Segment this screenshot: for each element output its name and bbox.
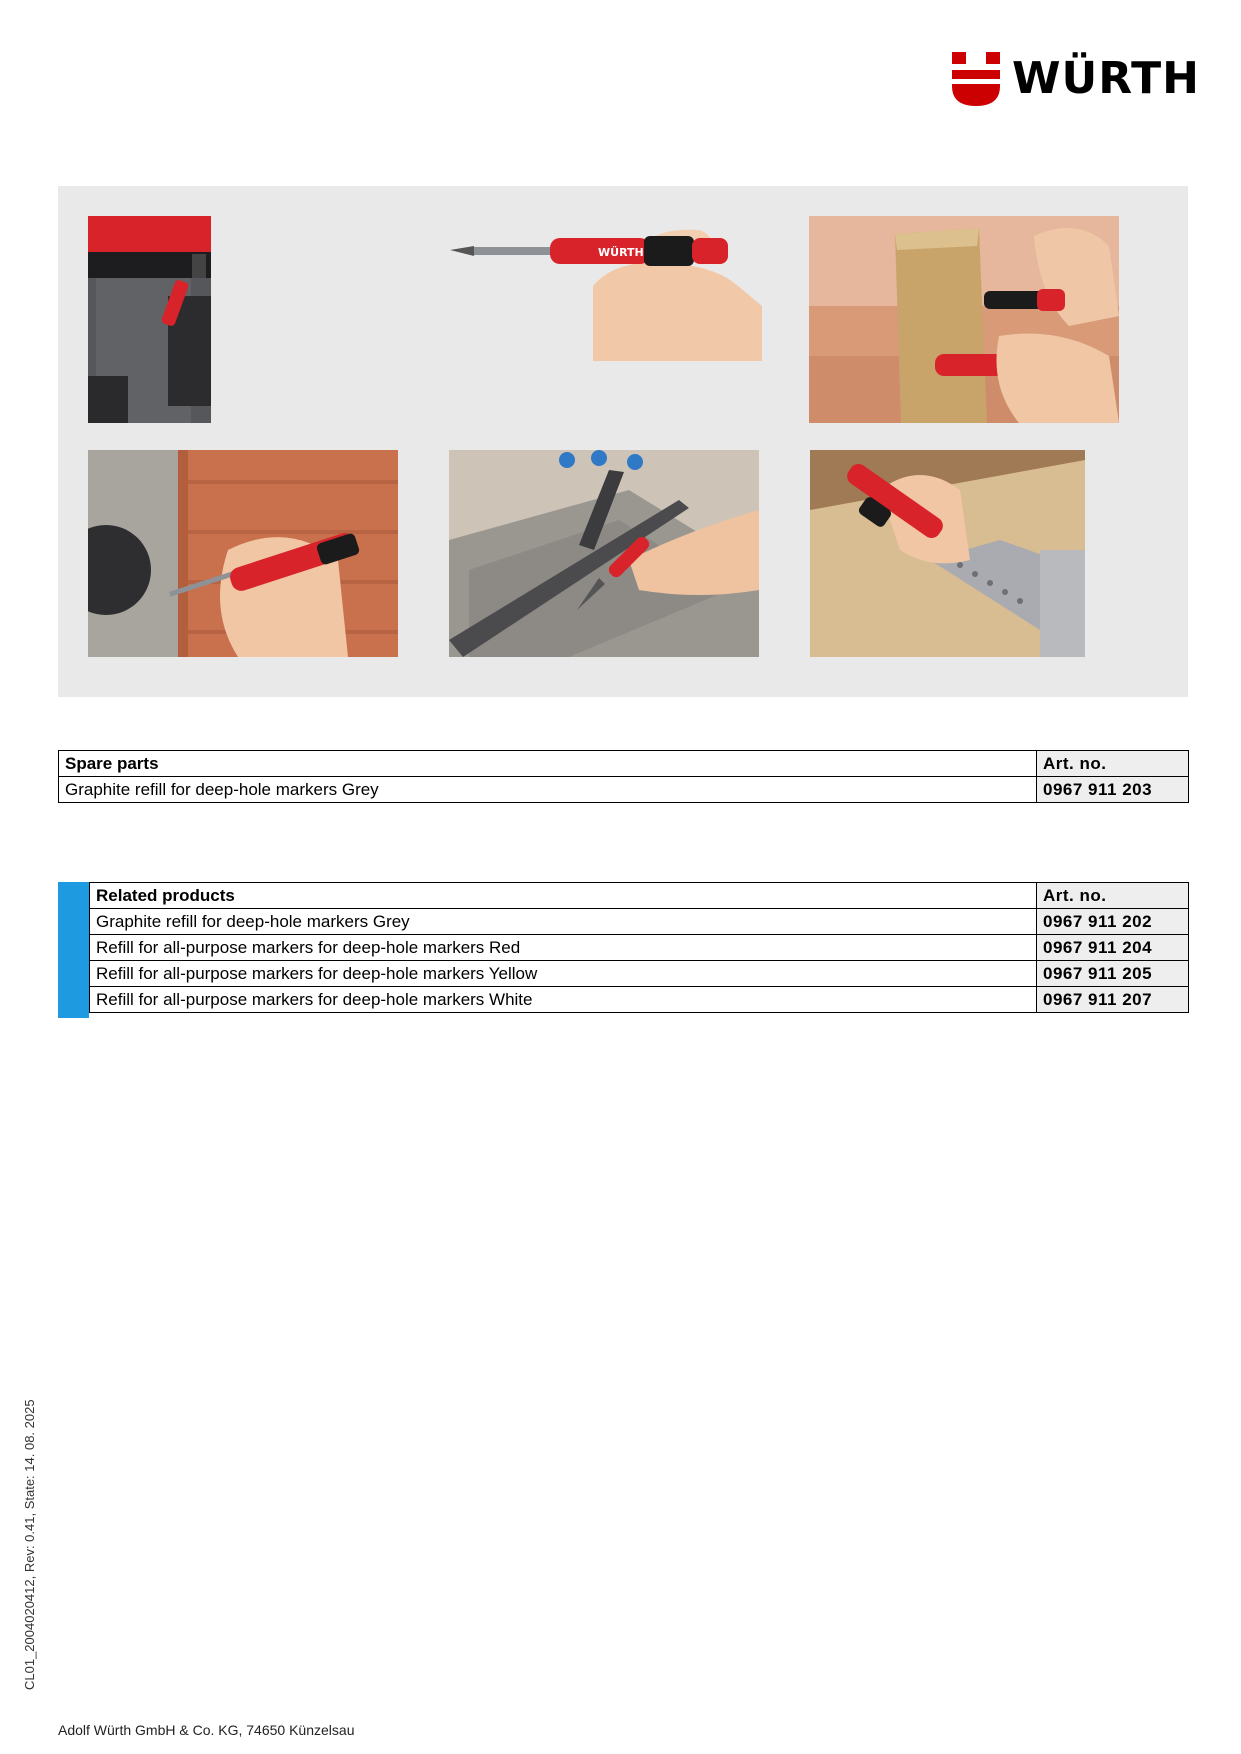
marking-timber-square-photo <box>810 450 1085 657</box>
marking-tile-cutter-photo <box>449 450 759 657</box>
marking-wood-post-photo <box>809 216 1119 423</box>
document-revision-note: CL01_2004020412, Rev: 0.41, State: 14. 08. 2025 <box>22 1399 37 1690</box>
table-row <box>90 961 1189 987</box>
related-product-artno: 0967 911 202 <box>1037 909 1189 935</box>
related-product-artno: 0967 911 204 <box>1037 935 1189 961</box>
wurth-logo <box>952 52 1200 106</box>
related-products-table <box>89 882 1189 1013</box>
table-row <box>59 777 1189 803</box>
table-header-row <box>90 883 1189 909</box>
related-product-description: Graphite refill for deep-hole markers Grey <box>90 909 1037 935</box>
artno-header: Art. no. <box>1037 751 1189 777</box>
related-product-description: Refill for all-purpose markers for deep-hole markers Yellow <box>90 961 1037 987</box>
brand-name: WÜRTH <box>1012 53 1201 104</box>
wurth-emblem-icon <box>952 52 1000 106</box>
spare-part-description: Graphite refill for deep-hole markers Grey <box>59 777 1037 803</box>
accent-bar <box>58 882 89 1018</box>
table-row <box>90 987 1189 1013</box>
spare-part-artno: 0967 911 203 <box>1037 777 1189 803</box>
marking-brick-wall-photo <box>88 450 398 657</box>
spare-parts-title: Spare parts <box>59 751 1037 777</box>
hand-holding-marker-photo <box>448 216 762 361</box>
related-product-description: Refill for all-purpose markers for deep-hole markers White <box>90 987 1037 1013</box>
table-row <box>90 935 1189 961</box>
worker-belt-pocket-photo <box>88 216 211 423</box>
product-image-gallery <box>58 186 1188 697</box>
svg-text:WÜRTH: WÜRTH <box>598 246 644 259</box>
related-product-artno: 0967 911 207 <box>1037 987 1189 1013</box>
table-row <box>90 909 1189 935</box>
spare-parts-table <box>58 750 1189 803</box>
related-products-title: Related products <box>90 883 1037 909</box>
related-product-description: Refill for all-purpose markers for deep-hole markers Red <box>90 935 1037 961</box>
table-header-row <box>59 751 1189 777</box>
artno-header: Art. no. <box>1037 883 1189 909</box>
company-footer: Adolf Würth GmbH & Co. KG, 74650 Künzelsau <box>58 1722 355 1738</box>
related-product-artno: 0967 911 205 <box>1037 961 1189 987</box>
